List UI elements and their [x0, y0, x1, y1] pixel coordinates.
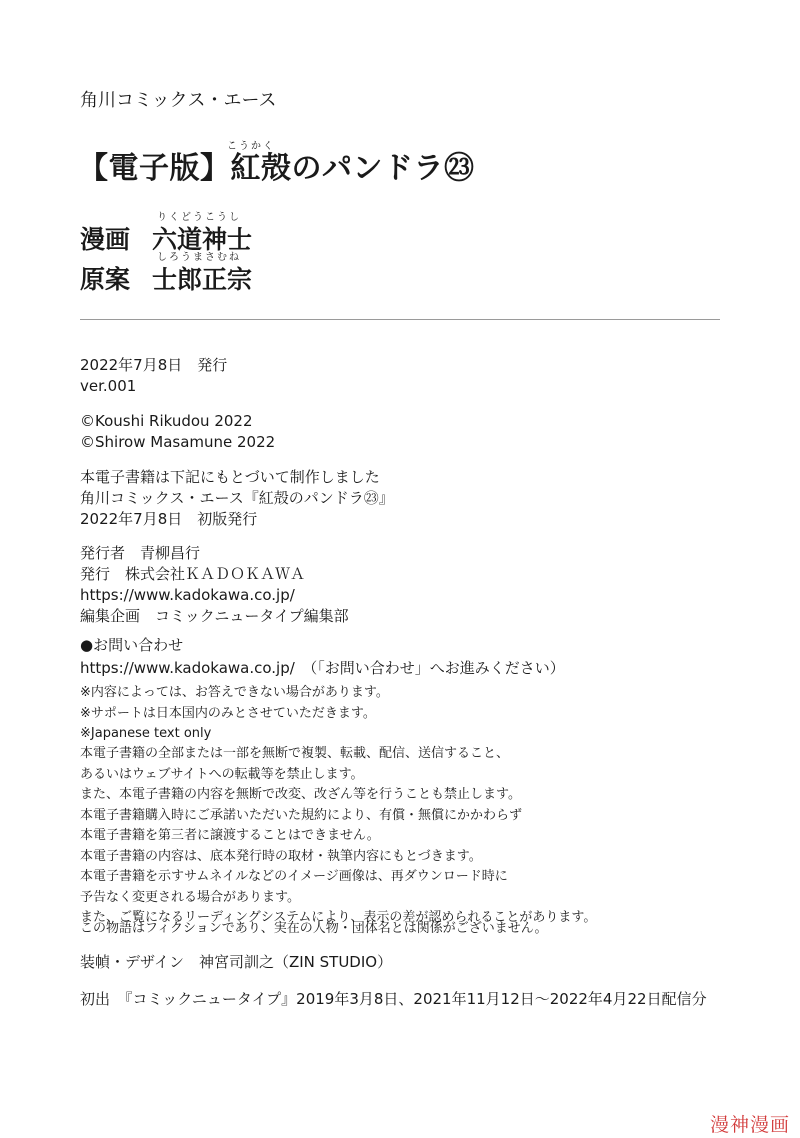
original-role: 原案 [80, 265, 131, 294]
inquiry-note: ※内容によっては、お答えできない場合があります。 [80, 685, 389, 700]
publication-date: 2022年7月8日 発行 [80, 356, 228, 374]
watermark: 漫神漫画 [710, 1114, 791, 1136]
source-line: 角川コミックス・エース『紅殻のパンドラ㉓』 [80, 489, 394, 507]
publisher-line: 編集企画 コミックニュータイプ編集部 [80, 607, 349, 625]
design-credit: 装幀・デザイン 神宮司訓之（ZIN STUDIO） [80, 953, 393, 971]
terms-line: あるいはウェブサイトへの転載等を禁止します。 [80, 766, 364, 782]
publisher-line: 発行 株式会社ＫＡＤＯＫＡＷＡ [80, 565, 306, 583]
publisher-block [80, 543, 349, 627]
inquiry-url-line: https://www.kadokawa.co.jp/ （「お問い合わせ」へお進みください） [80, 659, 565, 677]
terms-line: 予告なく変更される場合があります。 [80, 889, 300, 905]
terms-line: 本電子書籍の内容は、底本発行時の取材・執筆内容にもとづきます。 [80, 848, 482, 864]
title-ruby: こうかく [227, 141, 275, 152]
inquiry-note: ※サポートは日本国内のみとさせていただきます。 [80, 705, 376, 721]
book-title: 【電子版】紅殻のパンドラ㉓ [78, 151, 475, 186]
inquiry-heading: ●お問い合わせ [80, 636, 184, 654]
original-ruby: しろうまさむね [157, 252, 241, 263]
artist-ruby: りくどうこうし [157, 212, 241, 223]
publisher-line: 発行者 青柳昌行 [80, 544, 201, 562]
inquiry-block [80, 635, 565, 679]
copyright-line: ©Koushi Rikudou 2022 [80, 412, 253, 430]
original-name: 士郎正宗 [152, 265, 253, 294]
imprint-label: 角川コミックス・エース [80, 90, 277, 111]
artist-name: 六道神士 [152, 225, 253, 254]
publication-info [80, 355, 227, 397]
terms-line: また、本電子書籍の内容を無断で改変、改ざん等を行うことも禁止します。 [80, 787, 521, 802]
version: ver.001 [80, 377, 137, 395]
terms-line: 本電子書籍を示すサムネイルなどのイメージ画像は、再ダウンロード時に [80, 869, 508, 884]
publisher-url: https://www.kadokawa.co.jp/ [80, 586, 295, 604]
terms-block [80, 744, 596, 929]
artist-role: 漫画 [80, 225, 131, 254]
inquiry-note: ※Japanese text only [80, 726, 212, 741]
copyright-line: ©Shirow Masamune 2022 [80, 433, 276, 451]
terms-line: 本電子書籍の全部または一部を無断で複製、転載、配信、送信すること、 [80, 746, 510, 761]
terms-line: また、ご覧になるリーディングシステムにより、表示の差が認められることがあります。 [80, 910, 597, 925]
inquiry-notes [80, 683, 389, 745]
source-line: 2022年7月8日 初版発行 [80, 510, 258, 528]
divider [80, 319, 720, 320]
terms-line: 本電子書籍を第三者に譲渡することはできません。 [80, 828, 380, 843]
source-line: 本電子書籍は下記にもとづいて制作しました [80, 468, 380, 486]
first-appearance: 初出 『コミックニュータイプ』2019年3月8日、2021年11月12日～2022年4月22日配信分 [80, 990, 707, 1008]
copyright-block [80, 411, 275, 453]
source-block [80, 467, 394, 530]
terms-line: 本電子書籍購入時にご承諾いただいた規約により、有償・無償にかかわらず [80, 807, 523, 823]
fiction-notice: この物語はフィクションであり、実在の人物・団体名とは関係がございません。 [80, 921, 548, 936]
